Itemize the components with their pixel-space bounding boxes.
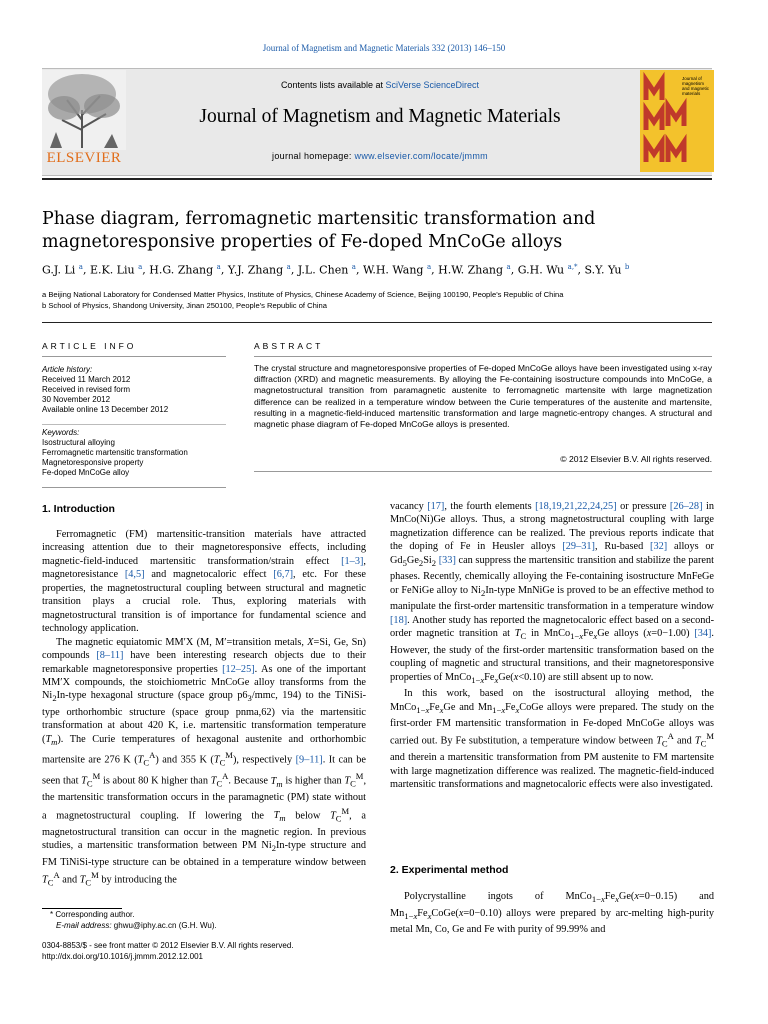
keyword-item: Isostructural alloying xyxy=(42,438,115,447)
email-label: E-mail address: xyxy=(56,920,114,930)
right-column-body xyxy=(390,500,714,792)
header-rule xyxy=(42,178,712,180)
intro-paragraph-3: In this work, based on the isostructural alloying method, the $MnCo_{1-x}Fe_xGe$ and $Mn_{1-x}Fe_xCoGe$ alloys were prepared. The study on the first-order FM martensitic transformation in Fe-doped MnCoGe alloys was carried out. By Fe substitution, a temperature window between $T_C^A$ and $T_C^M$ and therein a martensitic transformation from PM austenite to FM martensite with large magnetization difference was realized. The magnetic-field-induced martensitic transformations and magnetocaloric effects were also investigated. xyxy=(390,688,715,791)
affiliation-b: b School of Physics, Shandong University, Jinan 250100, People's Republic of China xyxy=(42,301,327,310)
history-revised-label: Received in revised form xyxy=(42,385,131,394)
abstract-copyright: © 2012 Elsevier B.V. All rights reserved. xyxy=(560,454,712,464)
cover-caption: Journal of magnetism and magnetic materials xyxy=(682,76,710,96)
abstract-heading: ABSTRACT xyxy=(254,341,324,351)
experimental-heading: 2. Experimental method xyxy=(390,864,509,876)
intro-paragraph-2-cont: vacancy [17], the fourth elements [18,19,21,22,24,25] or pressure [26–28] in MnCo(Ni)Ge alloys. Thus, a strong magnetostructural coupling with large magnetization difference can be realized. The previous reports indicate that the doping of Fe in Heusler alloys [29–31], Ru-based [32] alloys or $Gd_5Ge_2Si_2$ [33] can suppress the martensitic transition and stabilize the parent phases. Recently, chemically alloying the Fe-containing isostructure MnFeGe or FeNiGe alloy to $Ni_2In$-type MnNiGe is proved to be an effective method to manipulate the first-order martensitic transformation in a temperature window [18]. Another study has reported the magnetocaloric effect based on a second-order magnetic transition at $T_C$ in $MnCo_{1-x}Fe_xGe$ alloys (x=0−1.00) [34]. However, the study of the first-order martensitic transformation based on the coupling of magnetic and structural transitions, and their magnetoresponsive properties of $MnCo_{1-x}Fe_xGe(x<0.10)$ are still absent up to now. xyxy=(390,501,714,685)
article-info-heading: ARTICLE INFO xyxy=(42,341,137,351)
paper-title xyxy=(42,208,722,254)
article-info-rule xyxy=(42,356,226,357)
elsevier-wordmark: ELSEVIER xyxy=(46,150,122,166)
email-note xyxy=(42,921,372,932)
author-list: G.J. Li $^a$, E.K. Liu $^a$, H.G. Zhang $^a$, Y.J. Zhang $^a$, J.L. Chen $^a$, W.H. Wang $^a$, H.W. Zhang $^a$, G.H. Wu $^{a,*}$, S.Y. Yu $^b$ xyxy=(42,263,630,277)
keywords-rule xyxy=(42,487,226,488)
affiliation-a: a Beijing National Laboratory for Condensed Matter Physics, Institute of Physics, Chinese Academy of Science, Beijing 100190, People's Republic of China xyxy=(42,290,564,299)
contents-prefix: Contents lists available at xyxy=(280,80,386,90)
publication-info xyxy=(42,941,442,962)
experimental-text: Polycrystalline ingots of $MnCo_{1-x}Fe_xGe(x=0-0.15)$ and $Mn_{1-x}Fe_xCoGe(x=0-0.10)$ alloys were prepared by arc-melting high-purity metal Mn, Co, Ge and Fe with purity of 99.99% and xyxy=(390,891,714,935)
sciencedirect-link[interactable]: SciVerse ScienceDirect xyxy=(385,80,480,90)
article-history xyxy=(42,365,232,415)
history-online: Available online 13 December 2012 xyxy=(42,405,169,414)
abstract-text: The crystal structure and magnetoresponsive properties of Fe-doped MnCoGe alloys have been investigated using x-ray diffraction (XRD) and magnetic measurements. By alloying the Fe-containing isostructure compounds into MnCoGe, a magnetostructural transition from paramagnetic austenite to ferromagnetic martensite with large magnetization difference can be realized in a temperature window between the Curie temperatures of the austenite and martensite, resulting in a magnetic-field-induced martensitic transformation and large magnetic-entropy changes. A structural and magnetic phase diagram of Fe-doped MnCoGe alloys is presented. xyxy=(254,363,712,430)
homepage-prefix: journal homepage: xyxy=(272,151,355,161)
abstract-rule xyxy=(254,356,712,357)
email-address[interactable]: ghwu@iphy.ac.cn (G.H. Wu). xyxy=(113,920,217,930)
front-matter-rule xyxy=(42,322,712,323)
journal-homepage-line xyxy=(140,151,620,161)
left-column-body xyxy=(42,528,366,890)
journal-title: Journal of Magnetism and Magnetic Materials xyxy=(199,106,561,127)
history-received: Received 11 March 2012 xyxy=(42,375,131,384)
keywords-label: Keywords: xyxy=(42,428,80,437)
article-info-divider xyxy=(42,424,226,425)
keywords-block xyxy=(42,428,232,478)
keyword-item: Ferromagnetic martensitic transformation xyxy=(42,448,188,457)
paper-title-line-1: Phase diagram, ferromagnetic martensitic transformation and xyxy=(42,209,596,229)
homepage-link[interactable]: www.elsevier.com/locate/jmmm xyxy=(354,151,488,161)
corresponding-author-note: * Corresponding author. xyxy=(50,910,135,919)
intro-paragraph-2: The magnetic equiatomic MM′X (M, M′=transition metals, X=Si, Ge, Sn) compounds [8–11] have been interesting research objects due to their remarkable magnetoresponsive properties [12–25]. As one of the important MM′X compounds, the stoichiometric MnCoGe alloy transforms from the $Ni_2In$-type hexagonal structure (space group $p6_3$/mmc, 194) to the TiNiSi-type orthorhombic structure (space group pnma,62) via the martensitic transformation at about 420 K, i.e. martensitic transformation temperature $(T_m)$. The Curie temperatures of hexagonal austenite and orthorhombic martensite are 276 K $(T_C^A)$ and 355 K $(T_C^M)$, respectively [9–11]. It can be seen that $T_C^M$ is about 80 K higher than $T_C^A$. Because $T_m$ is higher than $T_C^M$, the martensitic transformation occurs in the paramagnetic (PM) state without a magnetostructural coupling. If lowering the $T_m$ below $T_C^M$, a magnetostructural transition can occur in the magnetic region. In previous studies, a martensitic transformation between PM $Ni_2In$-type structure and FM TiNiSi-type structure can be obtained in a temperature window between $T_C^A$ and $T_C^M$ by introducing the xyxy=(42,636,367,888)
intro-paragraph-1: Ferromagnetic (FM) martensitic-transition materials have attracted increasing attention due to their magnetoresponsive effects, including magnetic-field-induced martensitic transformation/strain effect [1–3], magnetoresistance [4,5] and magnetocaloric effect [6,7], etc. For these properties, the magnetostructural coupling between structural and magnetic transition plays a crucial role. Thus, exploring materials with magnetostructural transition is of importance for fundamental science and technology application. xyxy=(42,529,366,635)
journal-reference[interactable]: Journal of Magnetism and Magnetic Materials 332 (2013) 146–150 xyxy=(262,43,506,53)
footnote-rule xyxy=(42,908,122,909)
issn-line: 0304-8853/$ - see front matter © 2012 Elsevier B.V. All rights reserved. xyxy=(42,941,294,950)
keyword-item: Magnetoresponsive property xyxy=(42,458,144,467)
footnotes xyxy=(42,910,372,931)
history-revised-date: 30 November 2012 xyxy=(42,395,111,404)
introduction-heading: 1. Introduction xyxy=(42,503,115,515)
paper-title-line-2: magnetoresponsive properties of Fe-doped MnCoGe alloys xyxy=(42,232,563,252)
history-label: Article history: xyxy=(42,365,93,374)
abstract-bottom-rule xyxy=(254,471,712,472)
experimental-paragraph xyxy=(390,890,714,936)
keyword-item: Fe-doped MnCoGe alloy xyxy=(42,468,130,477)
contents-available-line xyxy=(140,80,620,90)
doi-link[interactable]: http://dx.doi.org/10.1016/j.jmmm.2012.12.001 xyxy=(42,951,203,961)
